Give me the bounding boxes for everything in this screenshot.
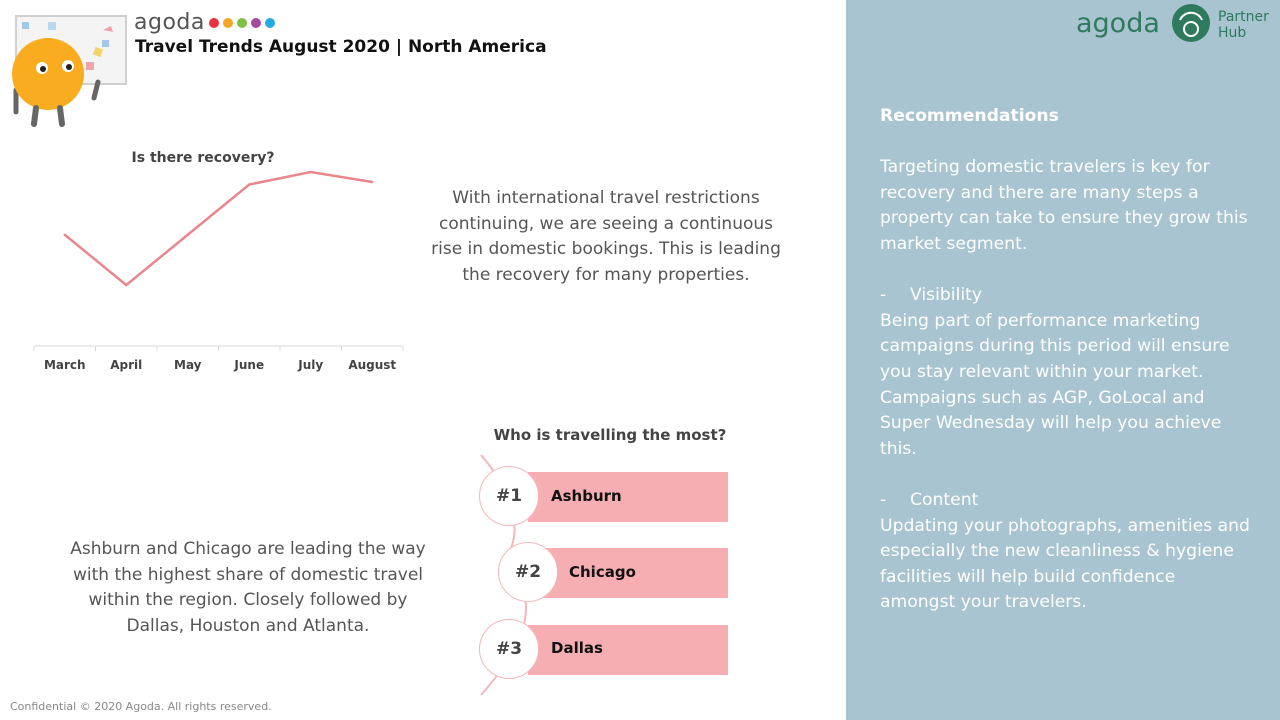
confidential-footer: Confidential © 2020 Agoda. All rights reserved.: [10, 700, 272, 713]
x-tick-label-march: March: [43, 358, 86, 372]
recommendations-intro: Targeting domestic travelers is key for recovery and there are many steps a property can take to ensure they grow this market segment.: [880, 157, 1248, 254]
bullet-dash: -: [880, 489, 887, 510]
recommendation-title-visibility: Visibility: [910, 285, 983, 306]
partner-logo-line2: Hub: [1218, 25, 1247, 41]
insight-text-cities: Ashburn and Chicago are leading the way with the highest share of domestic travel within the region. Closely followed by Dallas, Houston and Atlanta.: [70, 539, 426, 636]
ranking-badge-2: #2: [498, 542, 558, 602]
recommendation-item-visibility: [880, 283, 1250, 309]
ranking-badge-1: #1: [479, 466, 539, 526]
ranking-city-2: Chicago: [569, 563, 636, 581]
recommendation-body-content: Updating your photographs, amenities and especially the new cleanliness & hygiene facilities will help build confidence amongst your travelers.: [880, 515, 1250, 613]
recommendation-title-content: Content: [910, 489, 979, 510]
recommendations-heading: Recommendations: [880, 106, 1059, 126]
ranking-city-3: Dallas: [551, 639, 603, 657]
bullet-dash: -: [880, 285, 887, 306]
x-tick-label-april: April: [110, 358, 143, 372]
x-tick-label-july: July: [298, 358, 324, 372]
insight-text-recovery: With international travel restrictions continuing, we are seeing a continuous rise in domestic bookings. This is leading the recovery for many properties.: [431, 188, 781, 285]
ranking-title: Who is travelling the most?: [493, 426, 727, 444]
x-tick-label-june: June: [234, 358, 265, 372]
recommendations-text: [880, 104, 1250, 616]
x-tick-label-may: May: [174, 358, 202, 372]
agoda-partner-hub-logo: [1076, 2, 1276, 44]
partner-logo-line1: Partner: [1218, 9, 1269, 25]
agoda-wordmark: agoda: [134, 9, 205, 35]
partner-logo-wordmark: agoda: [1076, 8, 1160, 39]
ranking-badge-3: #3: [479, 619, 539, 679]
page-title: Travel Trends August 2020 | North America: [135, 37, 547, 57]
ranking-city-1: Ashburn: [551, 487, 622, 505]
x-tick-label-august: August: [348, 358, 397, 372]
recommendation-item-content: [880, 488, 1250, 514]
chart-title: Is there recovery?: [131, 150, 275, 166]
recommendation-body-visibility: Being part of performance marketing campaigns during this period will ensure you stay relevant within your market. Campaigns such as AGP, GoLocal and Super Wednesday will help you achieve this.: [880, 310, 1230, 459]
